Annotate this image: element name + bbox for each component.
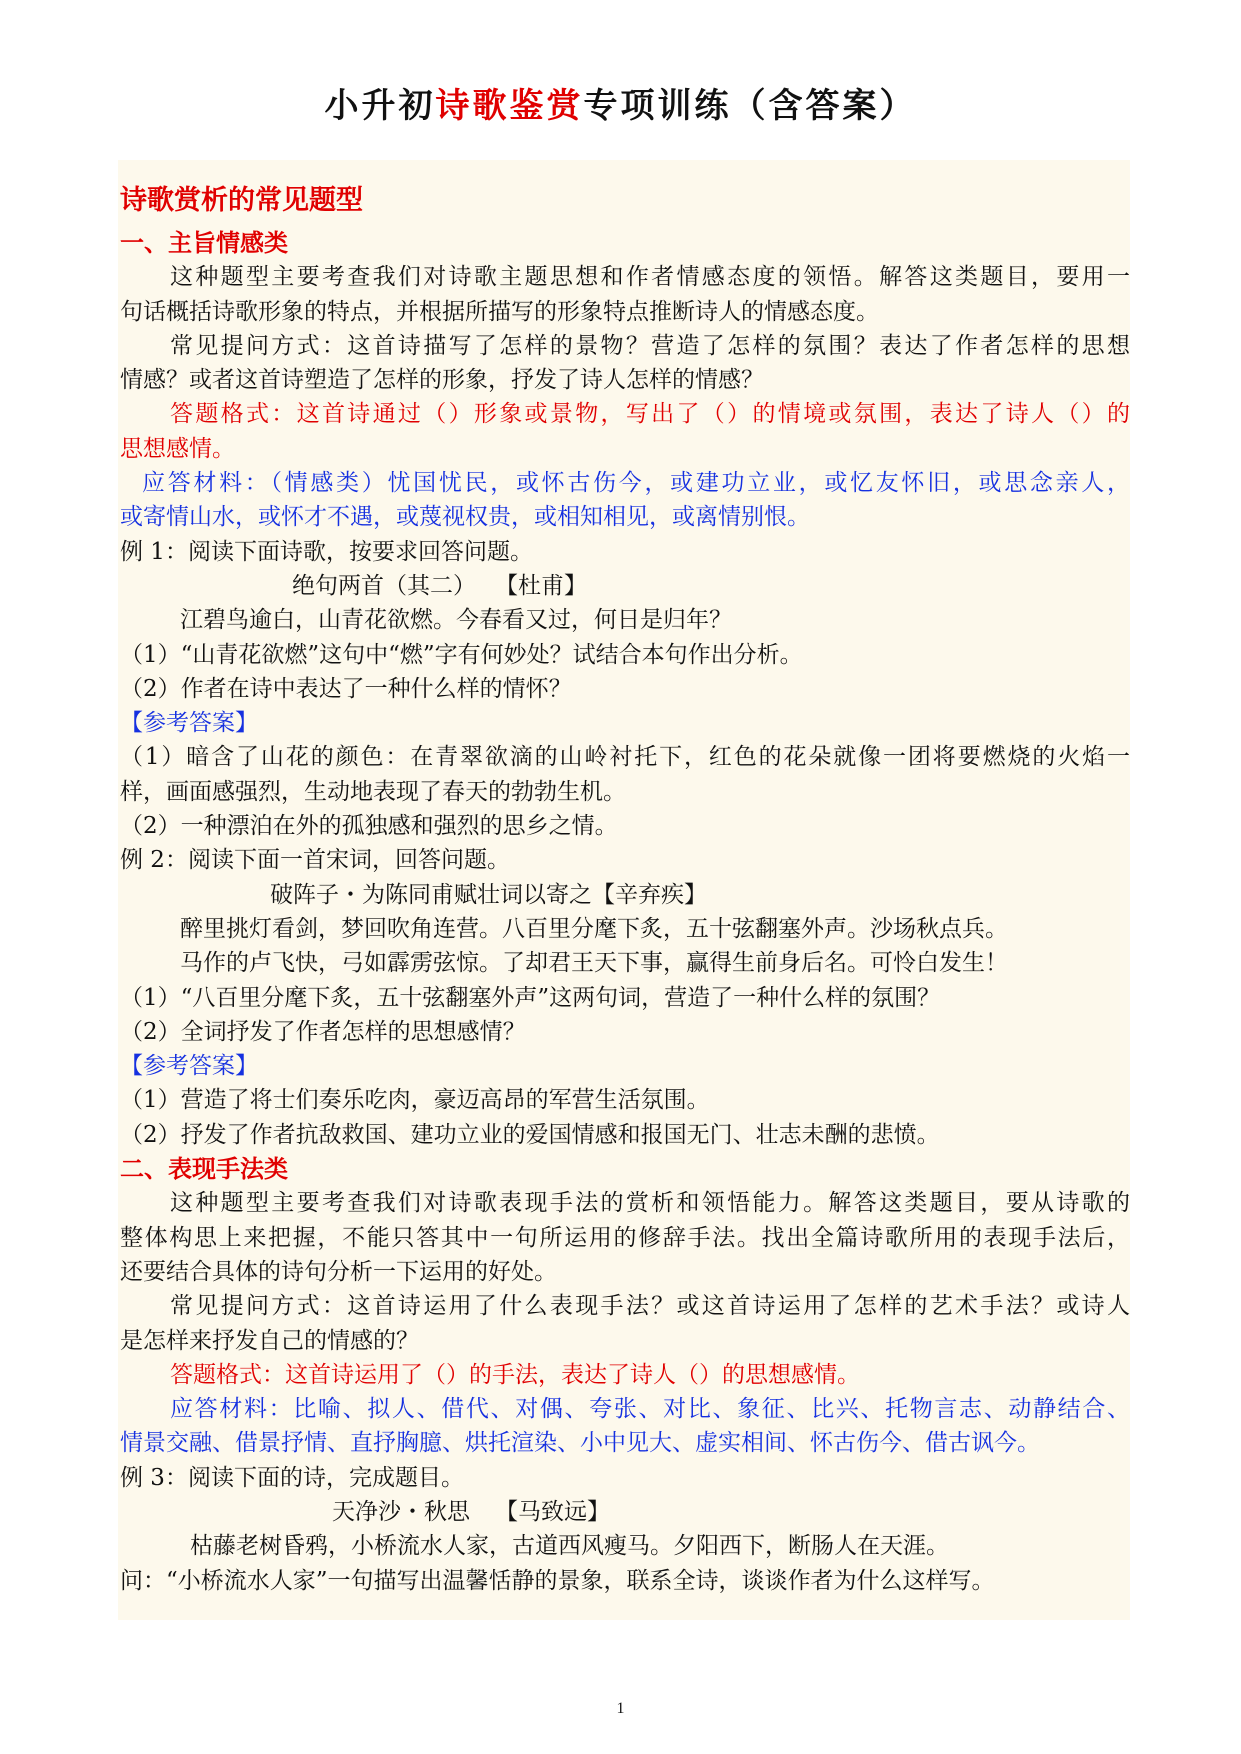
answer: （2）抒发了作者抗敌救国、建功立业的爱国情感和报国无门、壮志未酬的悲愤。 bbox=[120, 1121, 940, 1148]
answer-label: 【参考答案】 bbox=[120, 1053, 258, 1080]
title-part-2: 诗歌鉴赏 bbox=[435, 86, 584, 126]
section-heading: 诗歌赏析的常见题型 bbox=[120, 185, 363, 216]
s1-heading: 一、主旨情感类 bbox=[120, 229, 288, 257]
s1-question-styles: 情感？或者这首诗塑造了怎样的形象，抒发了诗人怎样的情感？ bbox=[120, 367, 764, 394]
document-title bbox=[0, 78, 1241, 127]
s2-question-styles: 是怎样来抒发自己的情感的？ bbox=[120, 1327, 419, 1354]
example-3-title-line bbox=[120, 1495, 1130, 1529]
question: （2）作者在诗中表达了一种什么样的情怀？ bbox=[120, 675, 572, 702]
s2-paragraph: 这种题型主要考查我们对诗歌表现手法的赏析和领悟能力。解答这类题目，要从诗歌的 bbox=[170, 1190, 1130, 1217]
page-number: 1 bbox=[616, 1700, 625, 1717]
poem-author: 【杜甫】 bbox=[495, 572, 587, 599]
s2-question-styles: 常见提问方式：这首诗运用了什么表现手法？或这首诗运用了怎样的艺术手法？或诗人 bbox=[170, 1293, 1130, 1320]
question: （1）“八百里分麾下炙，五十弦翻塞外声”这两句词，营造了一种什么样的氛围？ bbox=[120, 984, 941, 1011]
answer: （2）一种漂泊在外的孤独感和强烈的思乡之情。 bbox=[120, 813, 618, 840]
title-part-3: 专项训练（含答案） bbox=[583, 86, 917, 126]
poem-text: 马作的卢飞快，弓如霹雳弦惊。了却君王天下事，赢得生前身后名。可怜白发生！ bbox=[180, 950, 1008, 977]
poem-author: 【马致远】 bbox=[495, 1498, 610, 1525]
poem-text: 枯藤老树昏鸦，小桥流水人家，古道西风瘦马。夕阳西下，断肠人在天涯。 bbox=[190, 1533, 949, 1560]
s1-question-styles: 常见提问方式：这首诗描写了怎样的景物？营造了怎样的氛围？表达了作者怎样的思想 bbox=[170, 332, 1130, 359]
document-body bbox=[120, 176, 1130, 1598]
s2-answer-material: 情景交融、借景抒情、直抒胸臆、烘托渲染、小中见大、虚实相间、怀古伤今、借古讽今。 bbox=[120, 1430, 1040, 1457]
poem-title: 天净沙・秋思 bbox=[332, 1498, 470, 1525]
question: （1）“山青花欲燃”这句中“燃”字有何妙处？试结合本句作出分析。 bbox=[120, 641, 803, 668]
s1-answer-material: 应答材料：（情感类）忧国忧民，或怀古伤今，或建功立业，或忆友怀旧，或思念亲人， bbox=[142, 470, 1130, 497]
s2-answer-format: 答题格式：这首诗运用了（）的手法，表达了诗人（）的思想感情。 bbox=[170, 1361, 860, 1388]
title-part-1: 小升初 bbox=[324, 86, 436, 126]
poem-text: 醉里挑灯看剑，梦回吹角连营。八百里分麾下炙，五十弦翻塞外声。沙场秋点兵。 bbox=[180, 915, 1008, 942]
s1-paragraph: 这种题型主要考查我们对诗歌主题思想和作者情感态度的领悟。解答这类题目，要用一 bbox=[170, 264, 1130, 291]
poem-title: 破阵子・为陈同甫赋壮词以寄之【辛弃疾】 bbox=[270, 881, 707, 908]
s2-paragraph: 还要结合具体的诗句分析一下运用的好处。 bbox=[120, 1258, 557, 1285]
answer: （1）营造了将士们奏乐吃肉，豪迈高昂的军营生活氛围。 bbox=[120, 1087, 710, 1114]
s1-answer-material: 或寄情山水，或怀才不遇，或蔑视权贵，或相知相见，或离情别恨。 bbox=[120, 504, 810, 531]
s1-answer-format: 思想感情。 bbox=[120, 435, 235, 462]
poem-title: 绝句两首（其二） bbox=[292, 572, 476, 599]
answer: （1）暗含了山花的颜色：在青翠欲滴的山岭衬托下，红色的花朵就像一团将要燃烧的火焰一 bbox=[120, 744, 1130, 771]
s2-paragraph: 整体构思上来把握，不能只答其中一句所运用的修辞手法。找出全篇诗歌所用的表现手法后， bbox=[120, 1224, 1130, 1251]
example-2-intro: 例 2：阅读下面一首宋词，回答问题。 bbox=[120, 847, 510, 874]
answer-label: 【参考答案】 bbox=[120, 710, 258, 737]
answer: 样，画面感强烈，生动地表现了春天的勃勃生机。 bbox=[120, 778, 626, 805]
question: 问：“小桥流水人家”一句描写出温馨恬静的景象，联系全诗，谈谈作者为什么这样写。 bbox=[120, 1567, 995, 1594]
s2-heading: 二、表现手法类 bbox=[120, 1155, 288, 1184]
question: （2）全词抒发了作者怎样的思想感情？ bbox=[120, 1018, 526, 1045]
example-1-title-line bbox=[120, 569, 1130, 603]
s1-answer-format: 答题格式：这首诗通过（）形象或景物，写出了（）的情境或氛围，表达了诗人（）的 bbox=[170, 401, 1130, 428]
s1-paragraph: 句话概括诗歌形象的特点，并根据所描写的形象特点推断诗人的情感态度。 bbox=[120, 298, 879, 325]
example-3-intro: 例 3：阅读下面的诗，完成题目。 bbox=[120, 1464, 464, 1491]
poem-text: 江碧鸟逾白，山青花欲燃。今春看又过，何日是归年？ bbox=[180, 607, 732, 634]
example-1-intro: 例 1：阅读下面诗歌，按要求回答问题。 bbox=[120, 538, 533, 565]
s2-answer-material: 应答材料：比喻、拟人、借代、对偶、夸张、对比、象征、比兴、托物言志、动静结合、 bbox=[170, 1396, 1130, 1423]
